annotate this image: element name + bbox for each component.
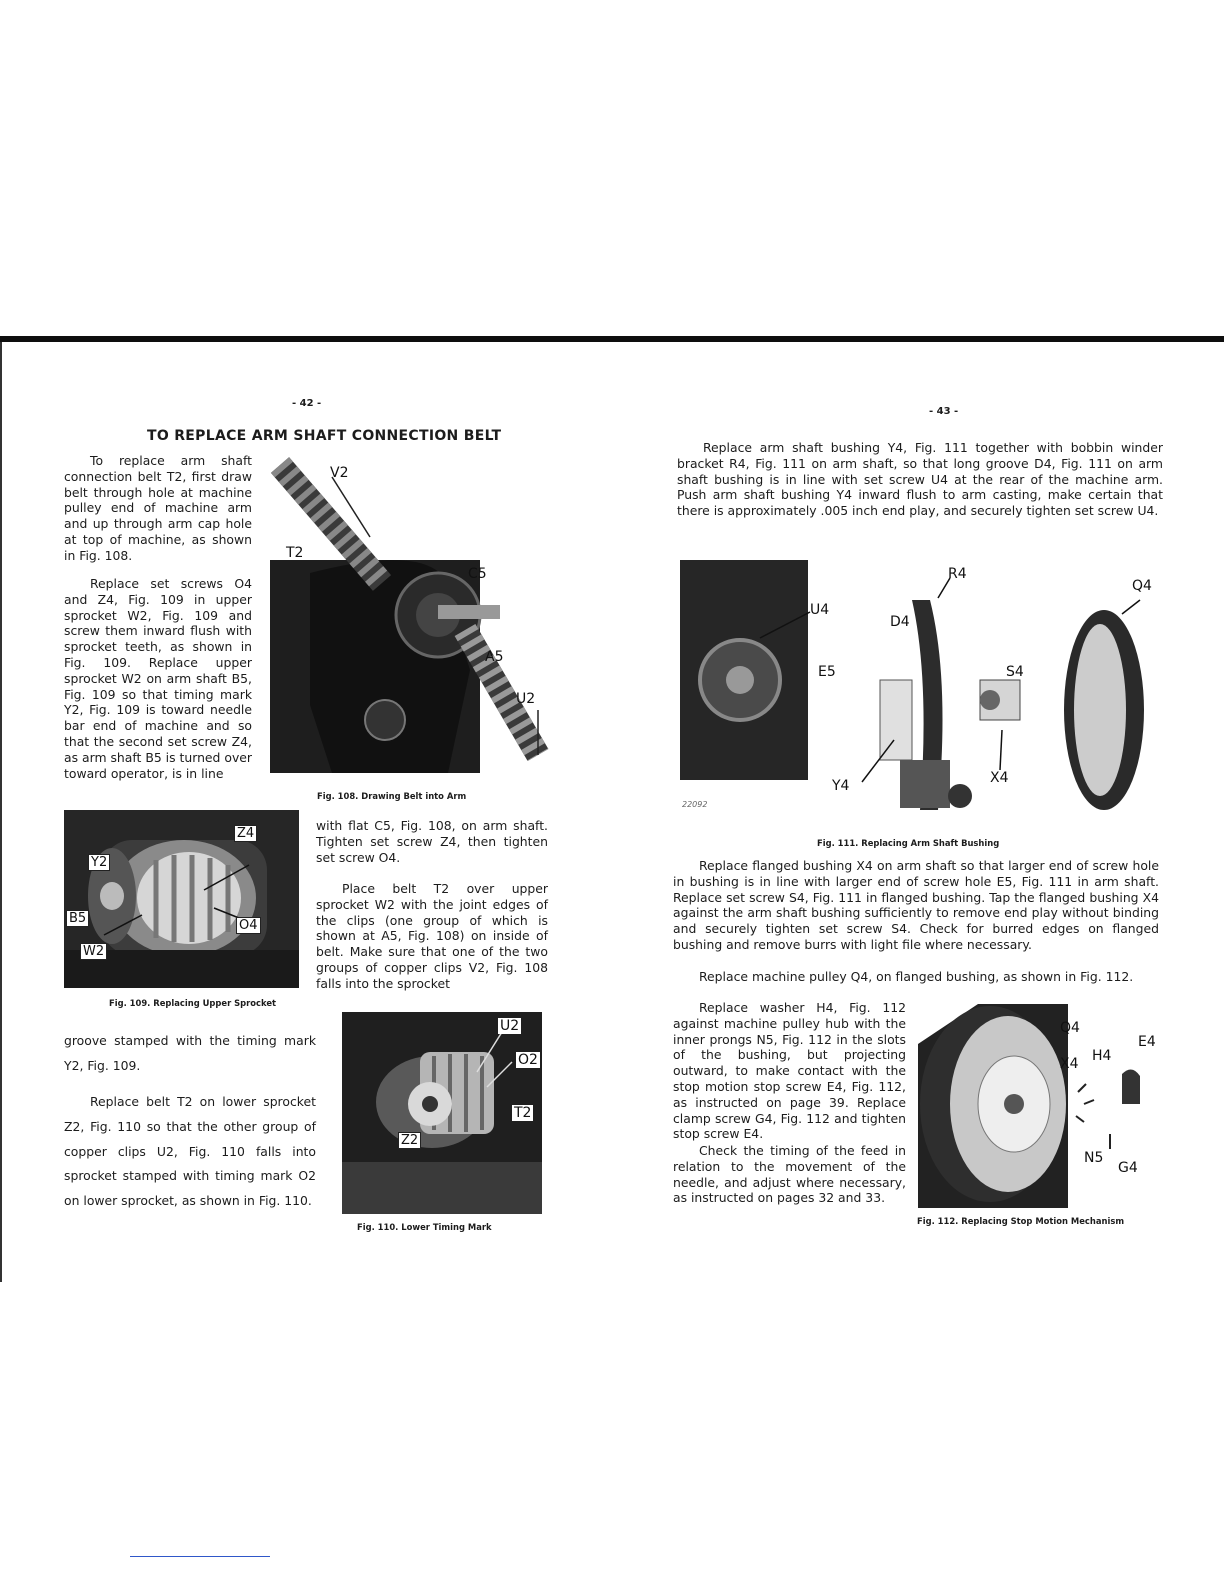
figure-108-caption: Fig. 108. Drawing Belt into Arm (317, 791, 467, 801)
fig110-label-u2: U2 (500, 1018, 520, 1034)
left-scan-edge (0, 342, 2, 1282)
fig111-label-d4: D4 (890, 614, 910, 630)
figure-110-caption: Fig. 110. Lower Timing Mark (357, 1222, 492, 1232)
fig111-label-q4: Q4 (1132, 578, 1152, 594)
fig108-label-a5: A5 (485, 649, 504, 665)
figure-108-photo (270, 455, 550, 773)
fig112-label-g4: G4 (1118, 1160, 1138, 1176)
fig108-label-u2: U2 (516, 691, 536, 707)
right-paragraph-5: Check the timing of the feed in relation to the movement of the needle, and adjust where necessary, as instructed on pages 32 and 33. (673, 1143, 906, 1206)
right-paragraph-3: Replace machine pulley Q4, on flanged bushing, as shown in Fig. 112. (699, 969, 1134, 984)
paragraph-2: Replace set screws O4 and Z4, Fig. 109 in upper sprocket W2, Fig. 109 and screw them inward flush with sprocket teeth, as shown in Fig. 109. Replace upper sprocket W2 on arm shaft B5, Fig. 109 so that timing mark Y2, Fig. 109 is toward needle bar end of machine and so that the second set screw Z4, as arm shaft B5 is turned over toward operator, is in line (64, 576, 252, 781)
fig112-label-x4: X4 (1060, 1056, 1079, 1072)
right-paragraph-4: Replace washer H4, Fig. 112 against machine pulley hub with the inner prongs N5, Fig. 112 in the slots of the bushing, but projecting outward, to make contact with the stop motion stop screw E4, Fig. 112, as instructed on page 39. Replace clamp screw G4, Fig. 112 and tighten stop screw E4. (673, 1000, 906, 1142)
fig110-label-t2: T2 (514, 1105, 532, 1121)
right-paragraph-2: Replace flanged bushing X4 on arm shaft so that larger end of screw hole in bushing is in line with larger end of screw hole E5, Fig. 111 in arm shaft. Replace set screw S4, Fig. 111 in flanged bushing. Tap the flanged bushing X4 against the arm shaft bushing sufficiently to remove end play without binding and securely tighten set screw S4. Check for burred edges on flanged bushing and remove burrs with light file where necessary. (673, 858, 1159, 952)
figure-112-caption: Fig. 112. Replacing Stop Motion Mechanism (917, 1216, 1125, 1226)
fig111-label-x4: X4 (990, 770, 1009, 786)
fig112-label-q4: Q4 (1060, 1020, 1080, 1036)
fig111-label-u4: U4 (810, 602, 830, 618)
fig111-label-r4: R4 (948, 566, 967, 582)
paragraph-4: Place belt T2 over upper sprocket W2 with the joint edges of the clips (one group of which is shown at A5, Fig. 108) on inside of belt. Make sure that one of the two groups of copper clips V2, Fig. 108 falls into the sprocket (316, 881, 548, 991)
right-paragraph-1: Replace arm shaft bushing Y4, Fig. 111 together with bobbin winder bracket R4, Fig. 111 on arm shaft, so that long groove D4, Fig. 111 on arm shaft bushing is in line with set screw U4 at the rear of the machine arm. Push arm shaft bushing Y4 inward flush to arm casting, make certain that there is approximately .005 inch end play, and securely tighten set screw U4. (677, 440, 1163, 519)
paragraph-5: groove stamped with the timing mark Y2, Fig. 109. (64, 1033, 316, 1073)
fig109-label-w2: W2 (80, 943, 107, 960)
fig110-label-z2: Z2 (398, 1132, 421, 1149)
fig112-label-e4: E4 (1138, 1034, 1156, 1050)
fig108-label-c5: C5 (468, 566, 487, 582)
page-number-right: - 43 - (929, 406, 959, 417)
fig109-label-z4: Z4 (234, 825, 257, 842)
footer-link-rule (130, 1556, 270, 1557)
figure-109-caption: Fig. 109. Replacing Upper Sprocket (109, 998, 277, 1008)
fig112-label-h4: H4 (1092, 1048, 1112, 1064)
fig109-label-y2: Y2 (88, 854, 110, 871)
figure-111-photo (680, 560, 1164, 820)
fig109-label-b5: B5 (66, 910, 89, 927)
paragraph-3: with flat C5, Fig. 108, on arm shaft. Tighten set screw Z4, then tighten set screw O4. (316, 818, 548, 865)
page-number-left: - 42 - (292, 398, 322, 409)
paragraph-6: Replace belt T2 on lower sprocket Z2, Fig. 110 so that the other group of copper clips U2, Fig. 110 falls into sprocket stamped with timing mark O2 on lower sprocket, as shown in Fig. 110. (64, 1094, 316, 1209)
fig108-label-v2: V2 (330, 465, 349, 481)
fig112-label-n5: N5 (1084, 1150, 1104, 1166)
figure-111-caption: Fig. 111. Replacing Arm Shaft Bushing (817, 838, 1000, 848)
fig111-label-e5: E5 (818, 664, 836, 680)
figure-110-photo (342, 1012, 542, 1214)
fig111-label-s4: S4 (1006, 664, 1024, 680)
top-scan-border (0, 336, 1224, 342)
fig110-label-o2: O2 (518, 1052, 538, 1068)
fig111-label-y4: Y4 (832, 778, 850, 794)
paragraph-1: To replace arm shaft connection belt T2, first draw belt through hole at machine pulley end of machine arm and up through arm cap hole at top of machine, as shown in Fig. 108. (64, 453, 252, 563)
section-title: TO REPLACE ARM SHAFT CONNECTION BELT (147, 428, 502, 444)
fig108-label-t2: T2 (286, 545, 304, 561)
figure-112-photo (918, 1004, 1164, 1208)
fig109-label-o4: O4 (236, 917, 261, 934)
fig111-plate-number: 22092 (682, 800, 708, 809)
figure-109-photo (64, 810, 299, 988)
